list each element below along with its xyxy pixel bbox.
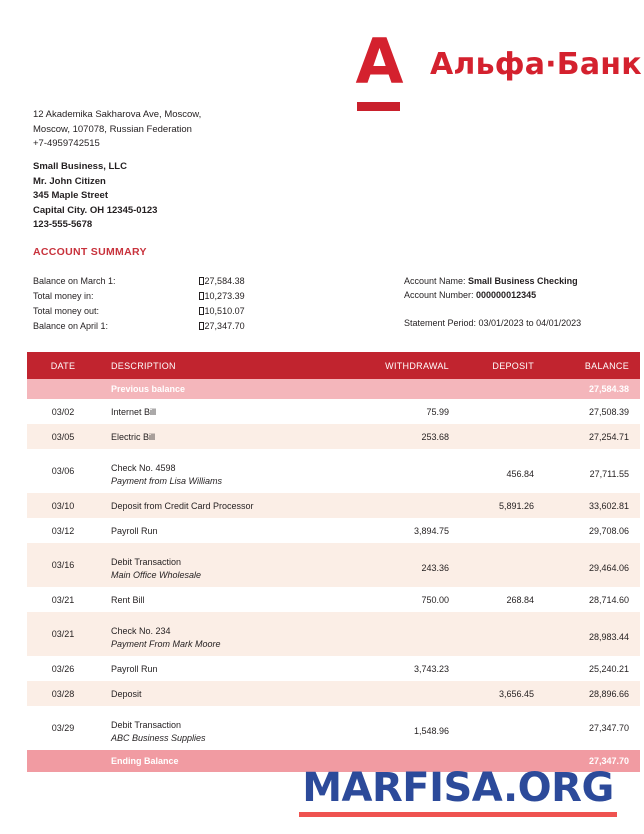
bank-phone: +7-4959742515 [33,138,100,149]
row-balance: 27,347.70 [534,706,640,750]
row-withdrawal: 253.68 [341,424,449,449]
header-withdrawal: WITHDRAWAL [341,352,449,379]
logo-letter-a: A [355,25,403,98]
account-number-line: Account Number: 000000012345 [404,290,537,300]
row-description [99,706,341,750]
row-deposit [449,706,534,750]
ruble-missing-glyph [199,292,204,300]
watermark-underline-bar [299,812,617,817]
row-deposit: 3,656.45 [449,681,534,706]
customer-name: Mr. John Citizen [33,175,106,187]
row-description-main: Debit Transaction [111,719,182,730]
row-description [99,612,341,656]
account-name-value: Small Business Checking [468,276,578,286]
row-withdrawal [341,449,449,493]
summary-label: Total money out: [33,306,100,316]
row-balance: 28,983.44 [534,612,640,656]
table-row [27,656,640,681]
row-withdrawal: 750.00 [341,587,449,612]
row-date: 03/06 [27,449,99,493]
row-deposit [449,399,534,424]
summary-row [33,319,283,334]
row-date: 03/21 [27,612,99,656]
header-date: DATE [27,352,99,379]
table-row [27,681,640,706]
customer-street: 345 Maple Street [33,190,108,201]
row-date: 03/02 [27,399,99,424]
row-description: Electric Bill [99,424,341,449]
row-date: 03/28 [27,681,99,706]
row-withdrawal [341,612,449,656]
row-balance: 28,714.60 [534,587,640,612]
row-description-main: Check No. 234 [111,625,171,636]
row-withdrawal [341,681,449,706]
row-balance: 29,464.06 [534,543,640,587]
summary-row [33,289,283,304]
ruble-missing-glyph [199,277,204,285]
statement-period: Statement Period: 03/01/2023 to 04/01/2023 [404,318,582,328]
watermark [293,766,623,817]
row-deposit [449,612,534,656]
row-date: 03/05 [27,424,99,449]
row-balance: 33,602.81 [534,493,640,518]
ruble-missing-glyph [199,307,204,315]
summary-label: Balance on April 1: [33,321,109,331]
row-description: Payroll Run [99,518,341,543]
table-row [27,587,640,612]
table-header-row [27,352,640,379]
row-withdrawal: 1,548.96 [341,706,449,750]
alfa-a-mark [348,25,410,112]
row-withdrawal: 243.36 [341,543,449,587]
header-balance: BALANCE [534,352,640,379]
watermark-text: MARFISA.ORG [302,765,614,811]
row-deposit [449,518,534,543]
row-description-sub: Main Office Wholesale [111,569,202,580]
row-deposit [449,543,534,587]
table-row [27,424,640,449]
row-deposit [449,656,534,681]
row-description: Deposit [99,681,341,706]
bank-address [33,108,201,152]
bank-address-line: Moscow, 107078, Russian Federation [33,123,192,135]
row-description [99,449,341,493]
row-balance: 27,254.71 [534,424,640,449]
summary-label: Balance on March 1: [33,276,116,286]
row-deposit: 5,891.26 [449,493,534,518]
row-description-main: Debit Transaction [111,556,182,567]
summary-value: 10,273.39 [149,289,283,304]
row-date: 03/12 [27,518,99,543]
table-row [27,543,640,587]
row-description [99,543,341,587]
transactions-body [27,379,640,772]
transactions-table [27,352,640,772]
table-row [27,493,640,518]
logo-wordmark: Альфа·Банк [430,47,642,82]
row-date: 03/16 [27,543,99,587]
row-withdrawal: 75.99 [341,399,449,424]
row-balance: 29,708.06 [534,518,640,543]
row-deposit: 456.84 [449,449,534,493]
row-balance: 27,508.39 [534,399,640,424]
account-summary-table [33,274,283,334]
row-balance: 25,240.21 [534,656,640,681]
row-balance: 27,711.55 [534,449,640,493]
customer-company: Small Business, LLC [33,161,127,172]
row-withdrawal [341,493,449,518]
table-row [27,449,640,493]
account-name-line: Account Name: Small Business Checking [404,276,578,286]
ruble-missing-glyph [199,322,204,330]
bank-logo [348,25,642,114]
row-description-sub: ABC Business Supplies [111,732,206,743]
header-deposit: DEPOSIT [449,352,534,379]
table-row [27,612,640,656]
previous-balance-date [27,379,99,399]
row-description-sub: Payment From Mark Moore [111,638,221,649]
account-number-value: 000000012345 [476,290,537,300]
summary-value: 27,584.38 [149,274,283,289]
previous-balance-row [27,379,640,399]
table-row [27,518,640,543]
row-description-main: Check No. 4598 [111,462,176,473]
account-details [404,274,581,330]
table-row [27,706,640,750]
bank-address-line: 12 Akademika Sakharova Ave, Moscow, [33,109,202,120]
ending-balance-amount: 27,347.70 [534,750,640,772]
row-deposit: 268.84 [449,587,534,612]
summary-label: Total money in: [33,291,94,301]
ending-balance-label: Ending Balance [99,750,341,772]
customer-city-state-zip: Capital City. OH 12345-0123 [33,204,158,216]
row-description: Deposit from Credit Card Processor [99,493,341,518]
row-balance: 28,896.66 [534,681,640,706]
header-description: DESCRIPTION [99,352,341,379]
row-description: Internet Bill [99,399,341,424]
row-date: 03/10 [27,493,99,518]
customer-address [33,160,157,233]
row-withdrawal: 3,894.75 [341,518,449,543]
summary-row [33,304,283,319]
table-row [27,399,640,424]
logo-underline-bar [357,102,400,111]
row-date: 03/21 [27,587,99,612]
summary-row [33,274,283,289]
account-summary-heading: ACCOUNT SUMMARY [33,246,147,258]
customer-phone: 123-555-5678 [33,219,93,230]
row-description-sub: Payment from Lisa Williams [111,475,222,486]
summary-value: 27,347.70 [149,319,283,334]
row-date: 03/26 [27,656,99,681]
row-withdrawal: 3,743.23 [341,656,449,681]
row-deposit [449,424,534,449]
previous-balance-amount: 27,584.38 [534,379,640,399]
row-date: 03/29 [27,706,99,750]
previous-balance-label: Previous balance [99,379,341,399]
row-description: Payroll Run [99,656,341,681]
summary-value: 10,510.07 [149,304,283,319]
row-description: Rent Bill [99,587,341,612]
